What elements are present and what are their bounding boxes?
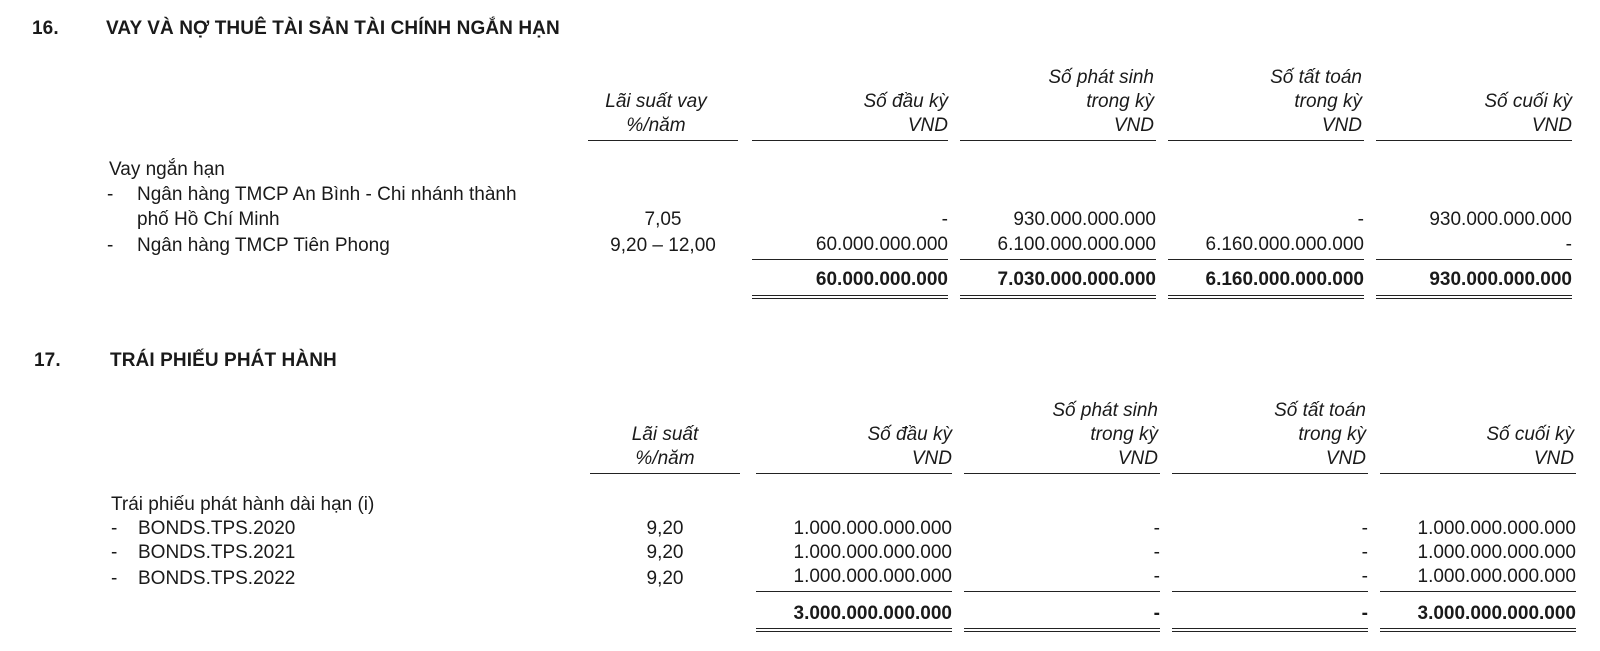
total-double-underline xyxy=(960,295,1156,299)
additions-cell: - xyxy=(1153,518,1160,539)
subtotal-line xyxy=(1168,259,1364,260)
total-opening: 3.000.000.000.000 xyxy=(793,603,952,624)
header-underline xyxy=(756,473,952,474)
bond-name: BONDS.TPS.2021 xyxy=(138,542,296,563)
section-17-number: 17. xyxy=(34,350,61,371)
header-line: %/năm xyxy=(635,448,695,469)
header-line: Số phát sinh xyxy=(1048,67,1154,88)
closing-cell: 1.000.000.000.000 xyxy=(1417,518,1576,539)
closing-cell: 1.000.000.000.000 xyxy=(1417,542,1576,563)
total-settlements: - xyxy=(1361,603,1368,624)
header-additions xyxy=(962,399,1158,471)
header-underline xyxy=(752,140,948,141)
header-underline xyxy=(964,473,1160,474)
header-line: VND xyxy=(1113,115,1154,136)
opening-cell: 1.000.000.000.000 xyxy=(793,566,952,587)
subtotal-line xyxy=(1376,259,1572,260)
bond-name: BONDS.TPS.2022 xyxy=(138,568,296,589)
rate-cell: 7,05 xyxy=(644,209,682,230)
total-additions: - xyxy=(1153,603,1160,624)
header-underline xyxy=(960,140,1156,141)
header-line: Số cuối kỳ xyxy=(1484,91,1572,112)
settlements-cell: - xyxy=(1361,566,1368,587)
header-line: Lãi suất xyxy=(631,424,699,445)
header-line: Số tất toán xyxy=(1270,67,1362,88)
header-underline xyxy=(1376,140,1572,141)
header-interest-rate xyxy=(588,90,724,138)
section-17-title: TRÁI PHIẾU PHÁT HÀNH xyxy=(110,350,337,371)
row-dash: - xyxy=(111,542,118,563)
subtotal-line xyxy=(964,591,1160,592)
opening-cell: 60.000.000.000 xyxy=(815,234,948,255)
settlements-cell: - xyxy=(1357,209,1364,230)
header-line: Số đầu kỳ xyxy=(867,424,952,445)
settlements-cell: - xyxy=(1361,518,1368,539)
row-dash: - xyxy=(111,518,118,539)
total-double-underline xyxy=(1172,628,1368,632)
header-line: %/năm xyxy=(626,115,686,136)
total-closing: 930.000.000.000 xyxy=(1429,269,1572,290)
row-dash: - xyxy=(111,568,118,589)
header-line: Số phát sinh xyxy=(1052,400,1158,421)
subtotal-line xyxy=(1172,591,1368,592)
header-opening-balance xyxy=(756,423,952,471)
opening-cell: 1.000.000.000.000 xyxy=(793,542,952,563)
rate-cell: 9,20 xyxy=(646,518,684,539)
header-line: VND xyxy=(1533,448,1574,469)
closing-cell: 930.000.000.000 xyxy=(1429,209,1572,230)
total-double-underline xyxy=(1376,295,1572,299)
section-16-number: 16. xyxy=(32,18,59,39)
group-label: Trái phiếu phát hành dài hạn (i) xyxy=(111,494,375,515)
header-settlements xyxy=(1170,399,1366,471)
total-double-underline xyxy=(756,628,952,632)
subtotal-line xyxy=(1380,591,1576,592)
header-line: Số cuối kỳ xyxy=(1486,424,1574,445)
header-line: trong kỳ xyxy=(1294,91,1362,112)
group-label: Vay ngắn hạn xyxy=(109,159,225,180)
row-dash: - xyxy=(107,235,114,256)
header-line: trong kỳ xyxy=(1086,91,1154,112)
additions-cell: - xyxy=(1153,542,1160,563)
header-closing-balance xyxy=(1372,90,1572,138)
total-opening: 60.000.000.000 xyxy=(815,269,948,290)
additions-cell: 930.000.000.000 xyxy=(1013,209,1156,230)
rate-cell: 9,20 xyxy=(646,568,684,589)
header-settlements xyxy=(1166,66,1362,138)
header-line: VND xyxy=(1325,448,1366,469)
closing-cell: - xyxy=(1565,234,1572,255)
header-line: trong kỳ xyxy=(1090,424,1158,445)
header-line: VND xyxy=(907,115,948,136)
total-double-underline xyxy=(1380,628,1576,632)
total-double-underline xyxy=(1168,295,1364,299)
bond-name: BONDS.TPS.2020 xyxy=(138,518,296,539)
header-underline xyxy=(1380,473,1576,474)
row-dash: - xyxy=(107,184,114,205)
additions-cell: 6.100.000.000.000 xyxy=(997,234,1156,255)
row-name-line: Ngân hàng TMCP An Bình - Chi nhánh thành xyxy=(137,184,517,205)
header-interest-rate xyxy=(590,423,740,471)
header-underline xyxy=(588,140,738,141)
header-line: VND xyxy=(1531,115,1572,136)
header-underline xyxy=(1168,140,1364,141)
header-underline xyxy=(1172,473,1368,474)
settlements-cell: - xyxy=(1361,542,1368,563)
header-line: trong kỳ xyxy=(1298,424,1366,445)
rate-cell: 9,20 xyxy=(646,542,684,563)
total-additions: 7.030.000.000.000 xyxy=(997,269,1156,290)
settlements-cell: 6.160.000.000.000 xyxy=(1205,234,1364,255)
subtotal-line xyxy=(752,259,948,260)
subtotal-line xyxy=(960,259,1156,260)
total-double-underline xyxy=(752,295,948,299)
opening-cell: - xyxy=(941,209,948,230)
section-16-title: VAY VÀ NỢ THUÊ TÀI SẢN TÀI CHÍNH NGẮN HẠN xyxy=(106,18,560,39)
header-line: Số tất toán xyxy=(1274,400,1366,421)
row-name-line: Ngân hàng TMCP Tiên Phong xyxy=(137,235,390,256)
additions-cell: - xyxy=(1153,566,1160,587)
row-name-line: phố Hồ Chí Minh xyxy=(137,209,280,230)
rate-cell: 9,20 – 12,00 xyxy=(610,235,716,256)
header-underline xyxy=(590,473,740,474)
header-line: VND xyxy=(1117,448,1158,469)
header-additions xyxy=(958,66,1154,138)
header-line: Lãi suất vay xyxy=(605,91,707,112)
header-line: VND xyxy=(1321,115,1362,136)
header-line: Số đầu kỳ xyxy=(863,91,948,112)
opening-cell: 1.000.000.000.000 xyxy=(793,518,952,539)
header-opening-balance xyxy=(752,90,948,138)
total-settlements: 6.160.000.000.000 xyxy=(1205,269,1364,290)
total-closing: 3.000.000.000.000 xyxy=(1417,603,1576,624)
subtotal-line xyxy=(756,591,952,592)
header-closing-balance xyxy=(1376,423,1574,471)
total-double-underline xyxy=(964,628,1160,632)
closing-cell: 1.000.000.000.000 xyxy=(1417,566,1576,587)
header-line: VND xyxy=(911,448,952,469)
